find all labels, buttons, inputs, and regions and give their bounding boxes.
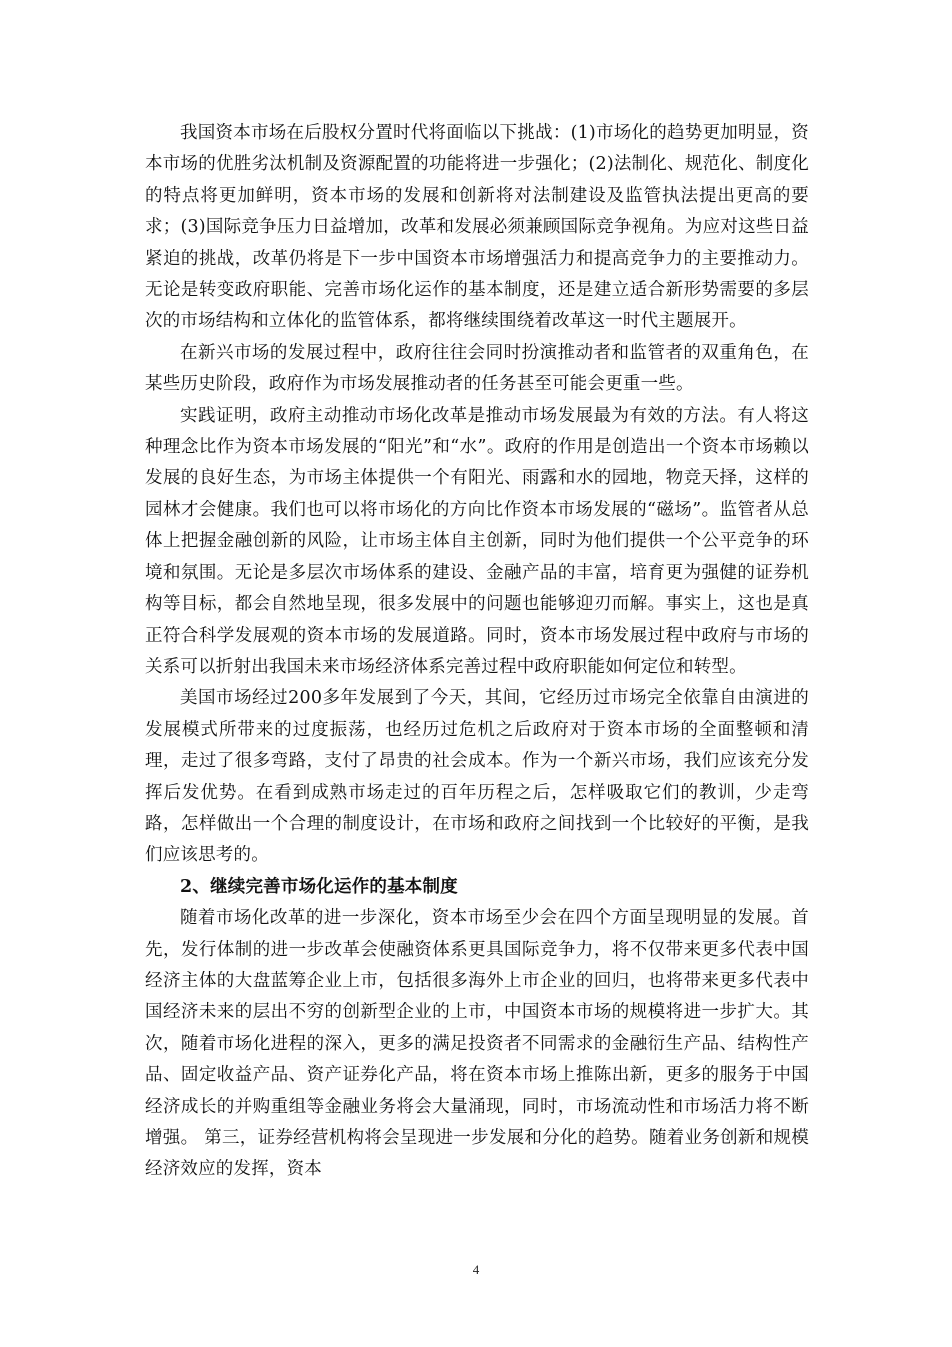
paragraph-government-role: 在新兴市场的发展过程中，政府往往会同时扮演推动者和监管者的双重角色，在某些历史阶段，政府作为市场发展推动者的任务甚至可能会更重一些。: [145, 342, 809, 395]
document-body: [145, 118, 809, 1186]
page-number: 4: [472, 1262, 480, 1277]
paragraph-practice-proves: 实践证明，政府主动推动市场化改革是推动市场发展最为有效的方法。有人将这种理念比作为资本市场发展的“阳光”和“水”。政府的作用是创造出一个资本市场赖以发展的良好生态，为市场主体提供一个有阳光、雨露和水的园地，物竞天择，这样的园林才会健康。我们也可以将市场化的方向比作资本市场发展的“磁场”。监管者从总体上把握金融创新的风险，让市场主体自主创新，同时为他们提供一个公平竞争的环境和氛围。无论是多层次市场体系的建设、金融产品的丰富，培育更为强健的证券机构等目标，都会自然地呈现，很多发展中的问题也能够迎刃而解。事实上，这也是真正符合科学发展观的资本市场的发展道路。同时，资本市场发展过程中政府与市场的关系可以折射出我国未来市场经济体系完善过程中政府职能如何定位和转型。: [145, 405, 809, 677]
paragraph-us-market: 美国市场经过200多年发展到了今天，其间，它经历过市场完全依靠自由演进的发展模式所带来的过度振荡，也经历过危机之后政府对于资本市场的全面整顿和清理，走过了很多弯路，支付了昂贵的社会成本。作为一个新兴市场，我们应该充分发挥后发优势。在看到成熟市场走过的百年历程之后，怎样吸取它们的教训，少走弯路，怎样做出一个合理的制度设计，在市场和政府之间找到一个比较好的平衡，是我们应该思考的。: [145, 688, 809, 866]
paragraph-challenges: 我国资本市场在后股权分置时代将面临以下挑战：(1)市场化的趋势更加明显，资本市场的优胜劣汰机制及资源配置的功能将进一步强化；(2)法制化、规范化、制度化的特点将更加鲜明，资本市场的发展和创新将对法制建设及监管执法提出更高的要求；(3)国际竞争压力日益增加，改革和发展必须兼顾国际竞争视角。为应对这些日益紧迫的挑战，改革仍将是下一步中国资本市场增强活力和提高竞争力的主要推动力。无论是转变政府职能、完善市场化运作的基本制度，还是建立适合新形势需要的多层次的市场结构和立体化的监管体系，都将继续围绕着改革这一时代主题展开。: [145, 123, 809, 332]
section-heading: 2、继续完善市场化运作的基本制度: [180, 876, 458, 897]
paragraph-market-reform: 随着市场化改革的进一步深化，资本市场至少会在四个方面呈现明显的发展。首先，发行体制的进一步改革会使融资体系更具国际竞争力，将不仅带来更多代表中国经济主体的大盘蓝筹企业上市，包括很多海外上市企业的回归，也将带来更多代表中国经济未来的层出不穷的创新型企业的上市，中国资本市场的规模将进一步扩大。其次，随着市场化进程的深入，更多的满足投资者不同需求的金融衍生产品、结构性产品、固定收益产品、资产证券化产品，将在资本市场上推陈出新，更多的服务于中国经济成长的并购重组等金融业务将会大量涌现，同时，市场流动性和市场活力将不断增强。 第三，证券经营机构将会呈现进一步发展和分化的趋势。随着业务创新和规模经济效应的发挥，资本: [145, 908, 809, 1180]
